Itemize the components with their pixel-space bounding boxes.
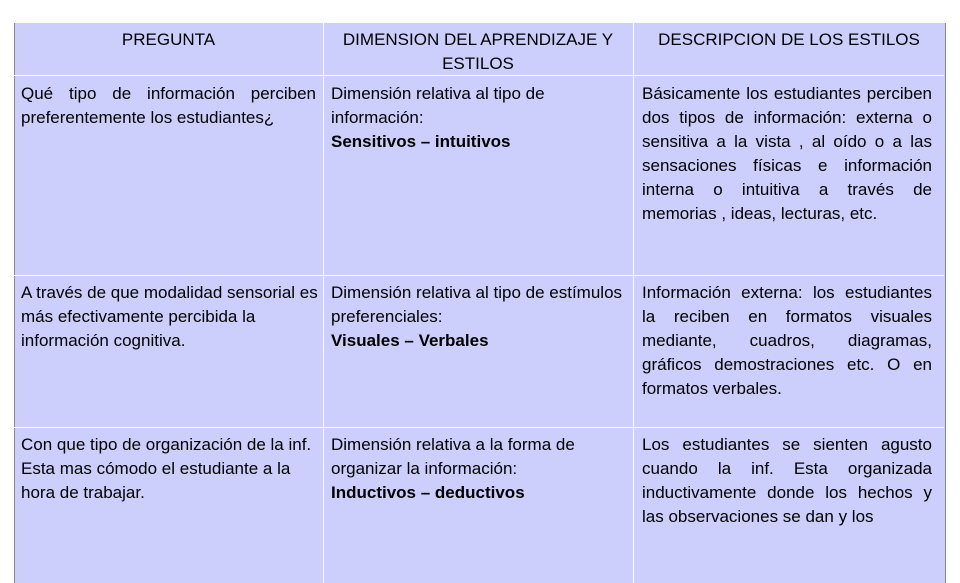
row-3-dimension-cell xyxy=(331,433,627,505)
header-descripcion: DESCRIPCION DE LOS ESTILOS xyxy=(658,30,920,49)
row-3-pregunta: Con que tipo de organización de la inf. Esta mas cómodo el estudiante a la hora de trabajar. xyxy=(21,435,312,502)
row-2-dimension: Dimensión relativa al tipo de estímulos preferenciales: xyxy=(331,283,623,326)
row-1-dimension: Dimensión relativa al tipo de información: xyxy=(331,84,545,127)
row-2-pregunta: A través de que modalidad sensorial es más efectivamente percibida la información cognitiva. xyxy=(21,283,318,350)
row-2-estilos: Visuales – Verbales xyxy=(331,331,489,350)
row-3-estilos: Inductivos – deductivos xyxy=(331,483,525,502)
row-2-descripcion: Información externa: los estudiantes la reciben en formatos visuales mediante, cuadros, diagramas, gráficos demostraciones etc. O en formatos verbales. xyxy=(642,283,932,398)
row-3-descripcion: Los estudiantes se sienten agusto cuando la inf. Esta organizada inductivamente donde los hechos y las observaciones se dan y los xyxy=(642,435,932,526)
row-1-dimension-cell xyxy=(331,82,627,154)
row-2-dimension-cell xyxy=(331,281,627,353)
header-pregunta: PREGUNTA xyxy=(121,30,216,49)
column-divider xyxy=(633,23,634,583)
header-dimension: DIMENSION DEL APRENDIZAJE Y ESTILOS xyxy=(342,30,614,73)
row-1-descripcion: Básicamente los estudiantes perciben dos tipos de información: externa o sensitiva a la vista , al oído o a las sensaciones físicas e información interna o intuitiva a través de memorias , ideas, lecturas, etc. xyxy=(642,84,932,223)
row-divider xyxy=(14,427,944,428)
row-1-pregunta: Qué tipo de información perciben preferentemente los estudiantes¿ xyxy=(21,84,316,127)
column-divider xyxy=(323,23,324,583)
row-divider xyxy=(14,275,944,276)
row-1-estilos: Sensitivos – intuitivos xyxy=(331,132,511,151)
row-3-dimension: Dimensión relativa a la forma de organizar la información: xyxy=(331,435,575,478)
